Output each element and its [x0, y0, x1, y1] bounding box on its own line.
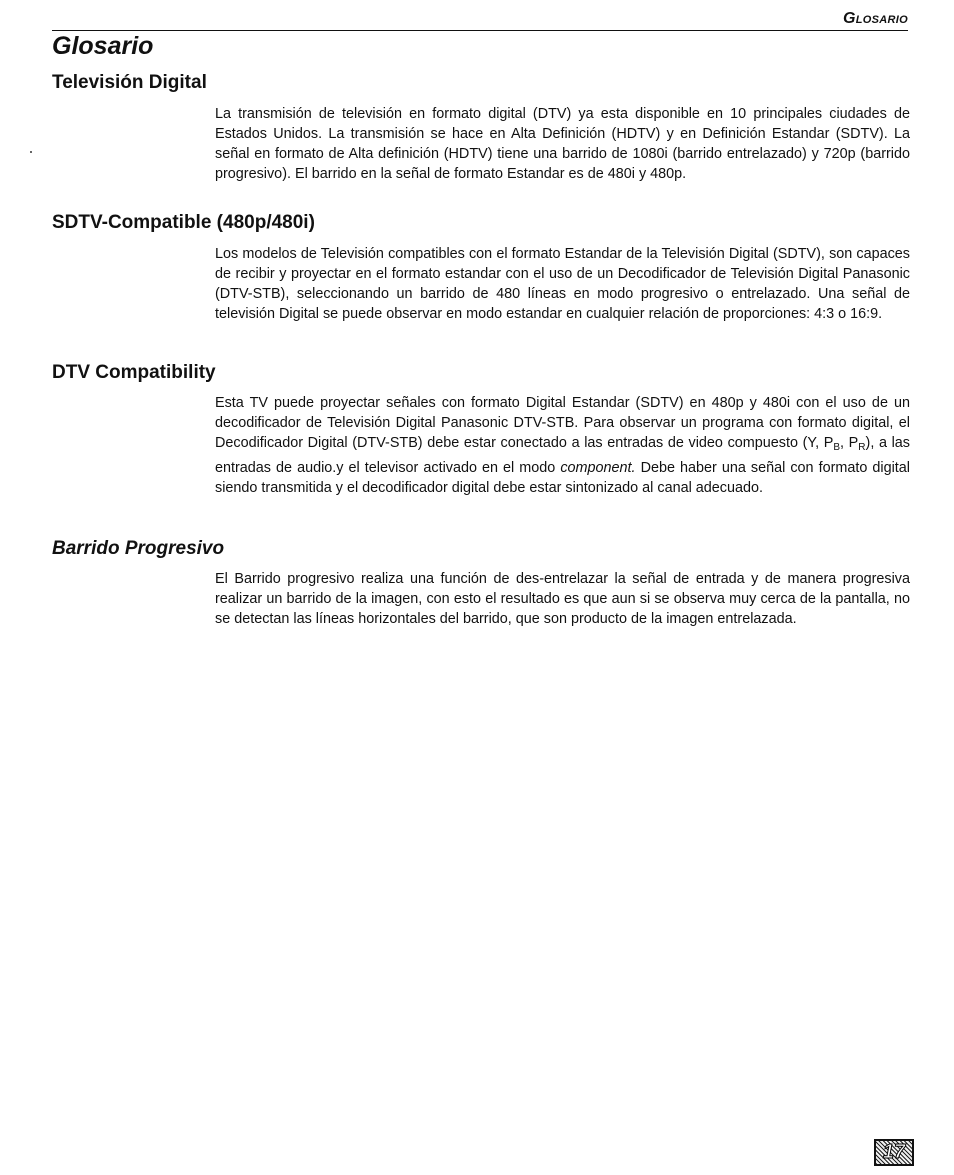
scan-speck [30, 151, 32, 153]
section-body-barrido-progresivo: El Barrido progresivo realiza una función de des-entrelazar la señal de entrada y de manera progresiva realizar un barrido de la imagen, con esto el resultado es que aun si se observa muy cerca de la pantalla, no se detectan las líneas horizontales del barrido, que son producto de la imagen entrelazada. [215, 571, 910, 627]
section-heading-dtv-compatibility: DTV Compatibility [52, 362, 216, 383]
running-header [52, 10, 908, 31]
page-title: Glosario [52, 32, 154, 60]
section-heading-sdtv-compatible: SDTV-Compatible (480p/480i) [52, 212, 315, 233]
section-heading-television-digital: Televisión Digital [52, 72, 207, 93]
page-number: 17 [882, 1141, 906, 1163]
section-body-television-digital: La transmisión de televisión en formato digital (DTV) ya esta disponible en 10 principales ciudades de Estados Unidos. La transmisión se hace en Alta Definición (HDTV) y en Definición Estandar (SDTV). La señal en formato de Alta definición (HDTV) tiene una barrido de 1080i (barrido entrelazado) y 720p (barrido progresivo). El barrido en la señal de formato Estandar es de 480i y 480p. [215, 106, 910, 182]
running-header-title: Glosario [843, 10, 908, 27]
section-body-sdtv-compatible: Los modelos de Televisión compatibles con el formato Estandar de la Televisión Digital (SDTV), son capaces de recibir y proyectar en el formato estandar con el uso de un Decodificador de Televisión Digital Panasonic (DTV-STB), seleccionando un barrido de 480 líneas en modo progresivo o entrelazado. Una señal de televisión Digital se puede observar en modo estandar en cualquier relación de proporciones: 4:3 o 16:9. [215, 246, 910, 322]
section-body-dtv-compatibility: Esta TV puede proyectar señales con formato Digital Estandar (SDTV) en 480p y 480i con el uso de un decodificador de Televisión Digital Panasonic DTV-STB. Para observar un programa con formato digital, el Decodificador Digital (DTV-STB) debe estar conectado a las entradas de video compuesto (Y, $P_B$, $P_R$), a las entradas de audio.y el televisor activado en el modo component. Debe haber una señal con formato digital siendo transmitida y el decodificador digital debe estar sintonizado al canal adecuado. [215, 395, 910, 496]
page-number-badge [874, 1139, 914, 1166]
section-heading-barrido-progresivo: Barrido Progresivo [52, 538, 225, 559]
